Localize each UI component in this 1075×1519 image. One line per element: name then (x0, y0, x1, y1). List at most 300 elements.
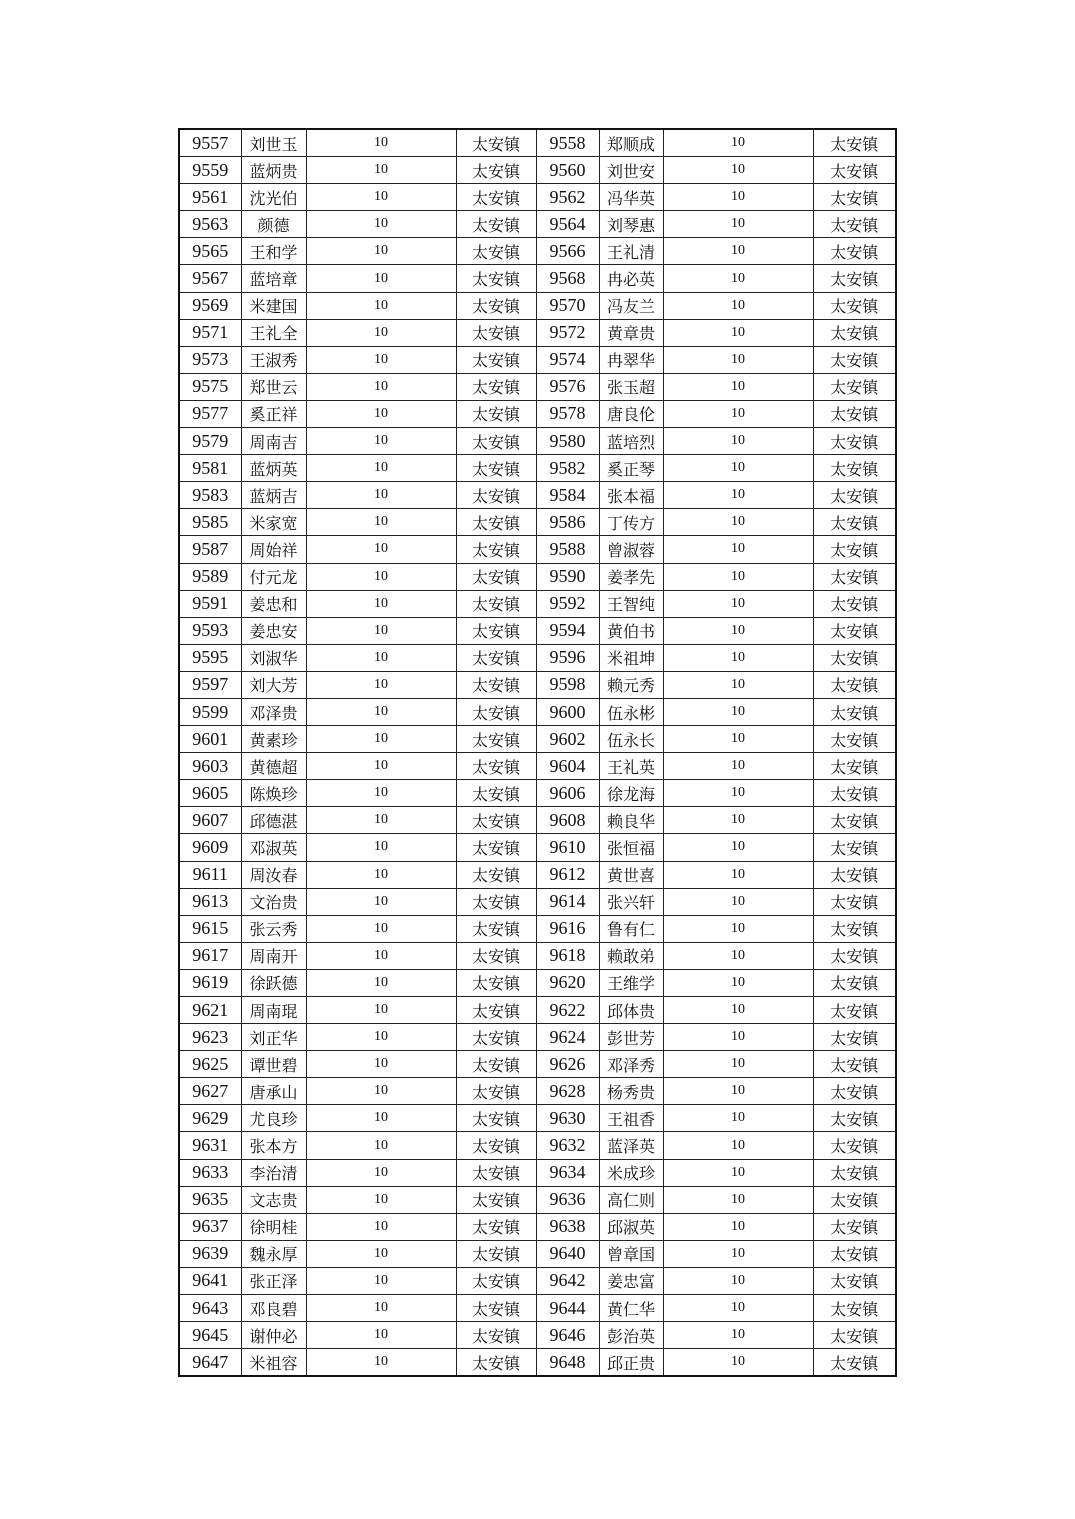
table-row (179, 942, 896, 969)
amount-cell: 10 (663, 265, 813, 292)
record-number: 9644 (536, 1295, 599, 1322)
amount-cell: 10 (306, 590, 456, 617)
person-name: 奚正祥 (241, 400, 306, 427)
table-row (179, 969, 896, 996)
amount-cell: 10 (663, 400, 813, 427)
town-cell: 太安镇 (456, 157, 536, 184)
amount-cell: 10 (663, 671, 813, 698)
record-number: 9609 (179, 834, 241, 861)
person-name: 尤良珍 (241, 1105, 306, 1132)
town-cell: 太安镇 (813, 1159, 896, 1186)
record-number: 9558 (536, 129, 599, 157)
person-name: 谢仲必 (241, 1322, 306, 1349)
town-cell: 太安镇 (456, 265, 536, 292)
person-name: 郑顺成 (599, 129, 663, 157)
table-row (179, 1322, 896, 1349)
amount-cell: 10 (663, 997, 813, 1024)
town-cell: 太安镇 (456, 997, 536, 1024)
person-name: 曾淑蓉 (599, 536, 663, 563)
table-row (179, 428, 896, 455)
amount-cell: 10 (306, 1267, 456, 1294)
amount-cell: 10 (306, 834, 456, 861)
person-name: 米祖坤 (599, 644, 663, 671)
record-number: 9599 (179, 698, 241, 725)
table-row (179, 157, 896, 184)
table-row (179, 509, 896, 536)
amount-cell: 10 (306, 292, 456, 319)
amount-cell: 10 (663, 319, 813, 346)
town-cell: 太安镇 (813, 1349, 896, 1377)
record-number: 9585 (179, 509, 241, 536)
town-cell: 太安镇 (813, 1213, 896, 1240)
person-name: 刘正华 (241, 1024, 306, 1051)
town-cell: 太安镇 (456, 346, 536, 373)
town-cell: 太安镇 (813, 1078, 896, 1105)
record-number: 9565 (179, 238, 241, 265)
record-number: 9602 (536, 726, 599, 753)
town-cell: 太安镇 (813, 1295, 896, 1322)
table-row (179, 726, 896, 753)
town-cell: 太安镇 (813, 1322, 896, 1349)
person-name: 周南吉 (241, 428, 306, 455)
person-name: 王礼清 (599, 238, 663, 265)
amount-cell: 10 (663, 780, 813, 807)
town-cell: 太安镇 (813, 861, 896, 888)
person-name: 蓝培章 (241, 265, 306, 292)
town-cell: 太安镇 (456, 400, 536, 427)
table-row (179, 698, 896, 725)
record-number: 9573 (179, 346, 241, 373)
amount-cell: 10 (663, 346, 813, 373)
town-cell: 太安镇 (456, 942, 536, 969)
amount-cell: 10 (306, 265, 456, 292)
record-number: 9623 (179, 1024, 241, 1051)
record-number: 9631 (179, 1132, 241, 1159)
town-cell: 太安镇 (813, 807, 896, 834)
town-cell: 太安镇 (813, 969, 896, 996)
record-number: 9591 (179, 590, 241, 617)
record-number: 9597 (179, 671, 241, 698)
amount-cell: 10 (306, 861, 456, 888)
amount-cell: 10 (306, 1105, 456, 1132)
table-row (179, 346, 896, 373)
town-cell: 太安镇 (456, 671, 536, 698)
amount-cell: 10 (306, 400, 456, 427)
table-row (179, 292, 896, 319)
record-number: 9561 (179, 184, 241, 211)
town-cell: 太安镇 (456, 807, 536, 834)
amount-cell: 10 (663, 1349, 813, 1377)
table-row (179, 536, 896, 563)
record-number: 9576 (536, 373, 599, 400)
record-number: 9603 (179, 753, 241, 780)
person-name: 张本福 (599, 482, 663, 509)
amount-cell: 10 (663, 563, 813, 590)
town-cell: 太安镇 (813, 1267, 896, 1294)
amount-cell: 10 (306, 942, 456, 969)
person-name: 姜忠和 (241, 590, 306, 617)
record-number: 9593 (179, 617, 241, 644)
town-cell: 太安镇 (456, 1186, 536, 1213)
person-name: 周始祥 (241, 536, 306, 563)
town-cell: 太安镇 (456, 1105, 536, 1132)
town-cell: 太安镇 (456, 915, 536, 942)
town-cell: 太安镇 (813, 536, 896, 563)
person-name: 彭治英 (599, 1322, 663, 1349)
town-cell: 太安镇 (456, 1132, 536, 1159)
record-number: 9569 (179, 292, 241, 319)
amount-cell: 10 (306, 1295, 456, 1322)
person-name: 黄世喜 (599, 861, 663, 888)
person-name: 刘大芳 (241, 671, 306, 698)
person-name: 曾章国 (599, 1240, 663, 1267)
town-cell: 太安镇 (456, 698, 536, 725)
record-number: 9583 (179, 482, 241, 509)
table-row (179, 1051, 896, 1078)
person-name: 刘世安 (599, 157, 663, 184)
person-name: 周南开 (241, 942, 306, 969)
record-number: 9606 (536, 780, 599, 807)
amount-cell: 10 (306, 1078, 456, 1105)
person-name: 王维学 (599, 969, 663, 996)
amount-cell: 10 (663, 1159, 813, 1186)
town-cell: 太安镇 (813, 726, 896, 753)
amount-cell: 10 (306, 671, 456, 698)
record-number: 9610 (536, 834, 599, 861)
person-name: 邱德湛 (241, 807, 306, 834)
person-name: 蓝泽英 (599, 1132, 663, 1159)
amount-cell: 10 (306, 780, 456, 807)
table-row (179, 915, 896, 942)
table-row (179, 455, 896, 482)
town-cell: 太安镇 (813, 780, 896, 807)
record-number: 9624 (536, 1024, 599, 1051)
amount-cell: 10 (663, 509, 813, 536)
town-cell: 太安镇 (456, 319, 536, 346)
person-name: 邱体贵 (599, 997, 663, 1024)
town-cell: 太安镇 (813, 129, 896, 157)
amount-cell: 10 (306, 563, 456, 590)
record-number: 9587 (179, 536, 241, 563)
record-number: 9618 (536, 942, 599, 969)
person-name: 付元龙 (241, 563, 306, 590)
amount-cell: 10 (663, 617, 813, 644)
person-name: 蓝炳贵 (241, 157, 306, 184)
town-cell: 太安镇 (456, 861, 536, 888)
person-name: 徐跃德 (241, 969, 306, 996)
person-name: 赖良华 (599, 807, 663, 834)
town-cell: 太安镇 (813, 671, 896, 698)
record-number: 9578 (536, 400, 599, 427)
record-number: 9564 (536, 211, 599, 238)
record-number: 9632 (536, 1132, 599, 1159)
table-row (179, 780, 896, 807)
person-name: 黄素珍 (241, 726, 306, 753)
town-cell: 太安镇 (813, 482, 896, 509)
town-cell: 太安镇 (813, 265, 896, 292)
amount-cell: 10 (306, 1322, 456, 1349)
town-cell: 太安镇 (813, 698, 896, 725)
person-name: 张玉超 (599, 373, 663, 400)
record-number: 9647 (179, 1349, 241, 1377)
record-number: 9605 (179, 780, 241, 807)
amount-cell: 10 (663, 1024, 813, 1051)
record-number: 9563 (179, 211, 241, 238)
person-name: 蓝炳英 (241, 455, 306, 482)
amount-cell: 10 (306, 373, 456, 400)
amount-cell: 10 (306, 726, 456, 753)
record-number: 9612 (536, 861, 599, 888)
town-cell: 太安镇 (813, 1240, 896, 1267)
record-number: 9611 (179, 861, 241, 888)
town-cell: 太安镇 (456, 238, 536, 265)
table-row (179, 834, 896, 861)
record-number: 9598 (536, 671, 599, 698)
amount-cell: 10 (306, 1240, 456, 1267)
town-cell: 太安镇 (456, 1267, 536, 1294)
amount-cell: 10 (306, 1024, 456, 1051)
amount-cell: 10 (306, 644, 456, 671)
person-name: 沈光伯 (241, 184, 306, 211)
table-row (179, 1295, 896, 1322)
record-number: 9630 (536, 1105, 599, 1132)
table-row (179, 482, 896, 509)
amount-cell: 10 (306, 319, 456, 346)
person-name: 黄仁华 (599, 1295, 663, 1322)
person-name: 郑世云 (241, 373, 306, 400)
town-cell: 太安镇 (813, 753, 896, 780)
record-number: 9620 (536, 969, 599, 996)
town-cell: 太安镇 (456, 536, 536, 563)
amount-cell: 10 (663, 969, 813, 996)
table-row (179, 671, 896, 698)
amount-cell: 10 (663, 292, 813, 319)
person-name: 李治清 (241, 1159, 306, 1186)
town-cell: 太安镇 (813, 319, 896, 346)
person-name: 冉必英 (599, 265, 663, 292)
amount-cell: 10 (663, 888, 813, 915)
amount-cell: 10 (663, 1267, 813, 1294)
amount-cell: 10 (306, 238, 456, 265)
amount-cell: 10 (306, 753, 456, 780)
roster-body (179, 129, 896, 1376)
amount-cell: 10 (306, 482, 456, 509)
amount-cell: 10 (663, 157, 813, 184)
amount-cell: 10 (663, 1051, 813, 1078)
table-row (179, 807, 896, 834)
town-cell: 太安镇 (813, 211, 896, 238)
town-cell: 太安镇 (456, 1024, 536, 1051)
table-row (179, 1349, 896, 1377)
record-number: 9572 (536, 319, 599, 346)
amount-cell: 10 (306, 1349, 456, 1377)
town-cell: 太安镇 (456, 617, 536, 644)
person-name: 姜孝先 (599, 563, 663, 590)
person-name: 奚正琴 (599, 455, 663, 482)
person-name: 邓良碧 (241, 1295, 306, 1322)
person-name: 邱正贵 (599, 1349, 663, 1377)
person-name: 邱淑英 (599, 1213, 663, 1240)
record-number: 9581 (179, 455, 241, 482)
town-cell: 太安镇 (456, 1159, 536, 1186)
amount-cell: 10 (306, 617, 456, 644)
amount-cell: 10 (306, 1051, 456, 1078)
record-number: 9604 (536, 753, 599, 780)
record-number: 9559 (179, 157, 241, 184)
table-row (179, 211, 896, 238)
town-cell: 太安镇 (456, 1078, 536, 1105)
amount-cell: 10 (306, 1159, 456, 1186)
person-name: 冯华英 (599, 184, 663, 211)
town-cell: 太安镇 (456, 292, 536, 319)
amount-cell: 10 (663, 1240, 813, 1267)
town-cell: 太安镇 (456, 1295, 536, 1322)
town-cell: 太安镇 (456, 834, 536, 861)
amount-cell: 10 (663, 753, 813, 780)
table-row (179, 265, 896, 292)
amount-cell: 10 (663, 1213, 813, 1240)
person-name: 张正泽 (241, 1267, 306, 1294)
table-row (179, 319, 896, 346)
record-number: 9600 (536, 698, 599, 725)
town-cell: 太安镇 (456, 726, 536, 753)
person-name: 徐龙海 (599, 780, 663, 807)
table-row (179, 1267, 896, 1294)
town-cell: 太安镇 (813, 157, 896, 184)
town-cell: 太安镇 (456, 780, 536, 807)
record-number: 9642 (536, 1267, 599, 1294)
person-name: 王淑秀 (241, 346, 306, 373)
amount-cell: 10 (306, 455, 456, 482)
town-cell: 太安镇 (813, 942, 896, 969)
record-number: 9562 (536, 184, 599, 211)
record-number: 9575 (179, 373, 241, 400)
table-row (179, 238, 896, 265)
record-number: 9637 (179, 1213, 241, 1240)
person-name: 张本方 (241, 1132, 306, 1159)
amount-cell: 10 (663, 184, 813, 211)
table-row (179, 753, 896, 780)
amount-cell: 10 (306, 1186, 456, 1213)
person-name: 邓淑英 (241, 834, 306, 861)
record-number: 9568 (536, 265, 599, 292)
record-number: 9622 (536, 997, 599, 1024)
amount-cell: 10 (306, 807, 456, 834)
amount-cell: 10 (663, 129, 813, 157)
amount-cell: 10 (306, 888, 456, 915)
person-name: 伍永长 (599, 726, 663, 753)
amount-cell: 10 (663, 238, 813, 265)
amount-cell: 10 (306, 1213, 456, 1240)
town-cell: 太安镇 (456, 1240, 536, 1267)
table-row (179, 1132, 896, 1159)
town-cell: 太安镇 (813, 617, 896, 644)
record-number: 9626 (536, 1051, 599, 1078)
person-name: 谭世碧 (241, 1051, 306, 1078)
record-number: 9617 (179, 942, 241, 969)
person-name: 蓝炳吉 (241, 482, 306, 509)
record-number: 9640 (536, 1240, 599, 1267)
person-name: 赖元秀 (599, 671, 663, 698)
town-cell: 太安镇 (456, 455, 536, 482)
town-cell: 太安镇 (813, 238, 896, 265)
person-name: 米祖容 (241, 1349, 306, 1377)
town-cell: 太安镇 (456, 482, 536, 509)
person-name: 黄德超 (241, 753, 306, 780)
table-row (179, 373, 896, 400)
town-cell: 太安镇 (456, 428, 536, 455)
town-cell: 太安镇 (813, 428, 896, 455)
record-number: 9645 (179, 1322, 241, 1349)
table-row (179, 1024, 896, 1051)
person-name: 王礼全 (241, 319, 306, 346)
town-cell: 太安镇 (456, 888, 536, 915)
town-cell: 太安镇 (813, 509, 896, 536)
town-cell: 太安镇 (813, 997, 896, 1024)
amount-cell: 10 (663, 807, 813, 834)
table-row (179, 1078, 896, 1105)
amount-cell: 10 (306, 1132, 456, 1159)
amount-cell: 10 (663, 1295, 813, 1322)
record-number: 9616 (536, 915, 599, 942)
table-row (179, 400, 896, 427)
town-cell: 太安镇 (813, 644, 896, 671)
record-number: 9629 (179, 1105, 241, 1132)
amount-cell: 10 (663, 1078, 813, 1105)
person-name: 刘淑华 (241, 644, 306, 671)
roster-table (178, 128, 897, 1377)
amount-cell: 10 (663, 536, 813, 563)
person-name: 蓝培烈 (599, 428, 663, 455)
person-name: 丁传方 (599, 509, 663, 536)
amount-cell: 10 (663, 644, 813, 671)
amount-cell: 10 (663, 698, 813, 725)
person-name: 魏永厚 (241, 1240, 306, 1267)
amount-cell: 10 (663, 428, 813, 455)
town-cell: 太安镇 (456, 211, 536, 238)
record-number: 9646 (536, 1322, 599, 1349)
town-cell: 太安镇 (813, 915, 896, 942)
record-number: 9614 (536, 888, 599, 915)
town-cell: 太安镇 (456, 644, 536, 671)
town-cell: 太安镇 (456, 1349, 536, 1377)
person-name: 黄章贵 (599, 319, 663, 346)
amount-cell: 10 (663, 211, 813, 238)
record-number: 9571 (179, 319, 241, 346)
table-row (179, 1105, 896, 1132)
town-cell: 太安镇 (456, 753, 536, 780)
record-number: 9590 (536, 563, 599, 590)
record-number: 9596 (536, 644, 599, 671)
town-cell: 太安镇 (456, 1322, 536, 1349)
record-number: 9635 (179, 1186, 241, 1213)
town-cell: 太安镇 (813, 590, 896, 617)
amount-cell: 10 (663, 915, 813, 942)
person-name: 刘琴惠 (599, 211, 663, 238)
table-row (179, 617, 896, 644)
town-cell: 太安镇 (456, 1051, 536, 1078)
person-name: 文治贵 (241, 888, 306, 915)
record-number: 9625 (179, 1051, 241, 1078)
town-cell: 太安镇 (813, 888, 896, 915)
person-name: 王祖香 (599, 1105, 663, 1132)
record-number: 9580 (536, 428, 599, 455)
table-row (179, 184, 896, 211)
amount-cell: 10 (663, 861, 813, 888)
person-name: 文志贵 (241, 1186, 306, 1213)
person-name: 冯友兰 (599, 292, 663, 319)
amount-cell: 10 (306, 969, 456, 996)
